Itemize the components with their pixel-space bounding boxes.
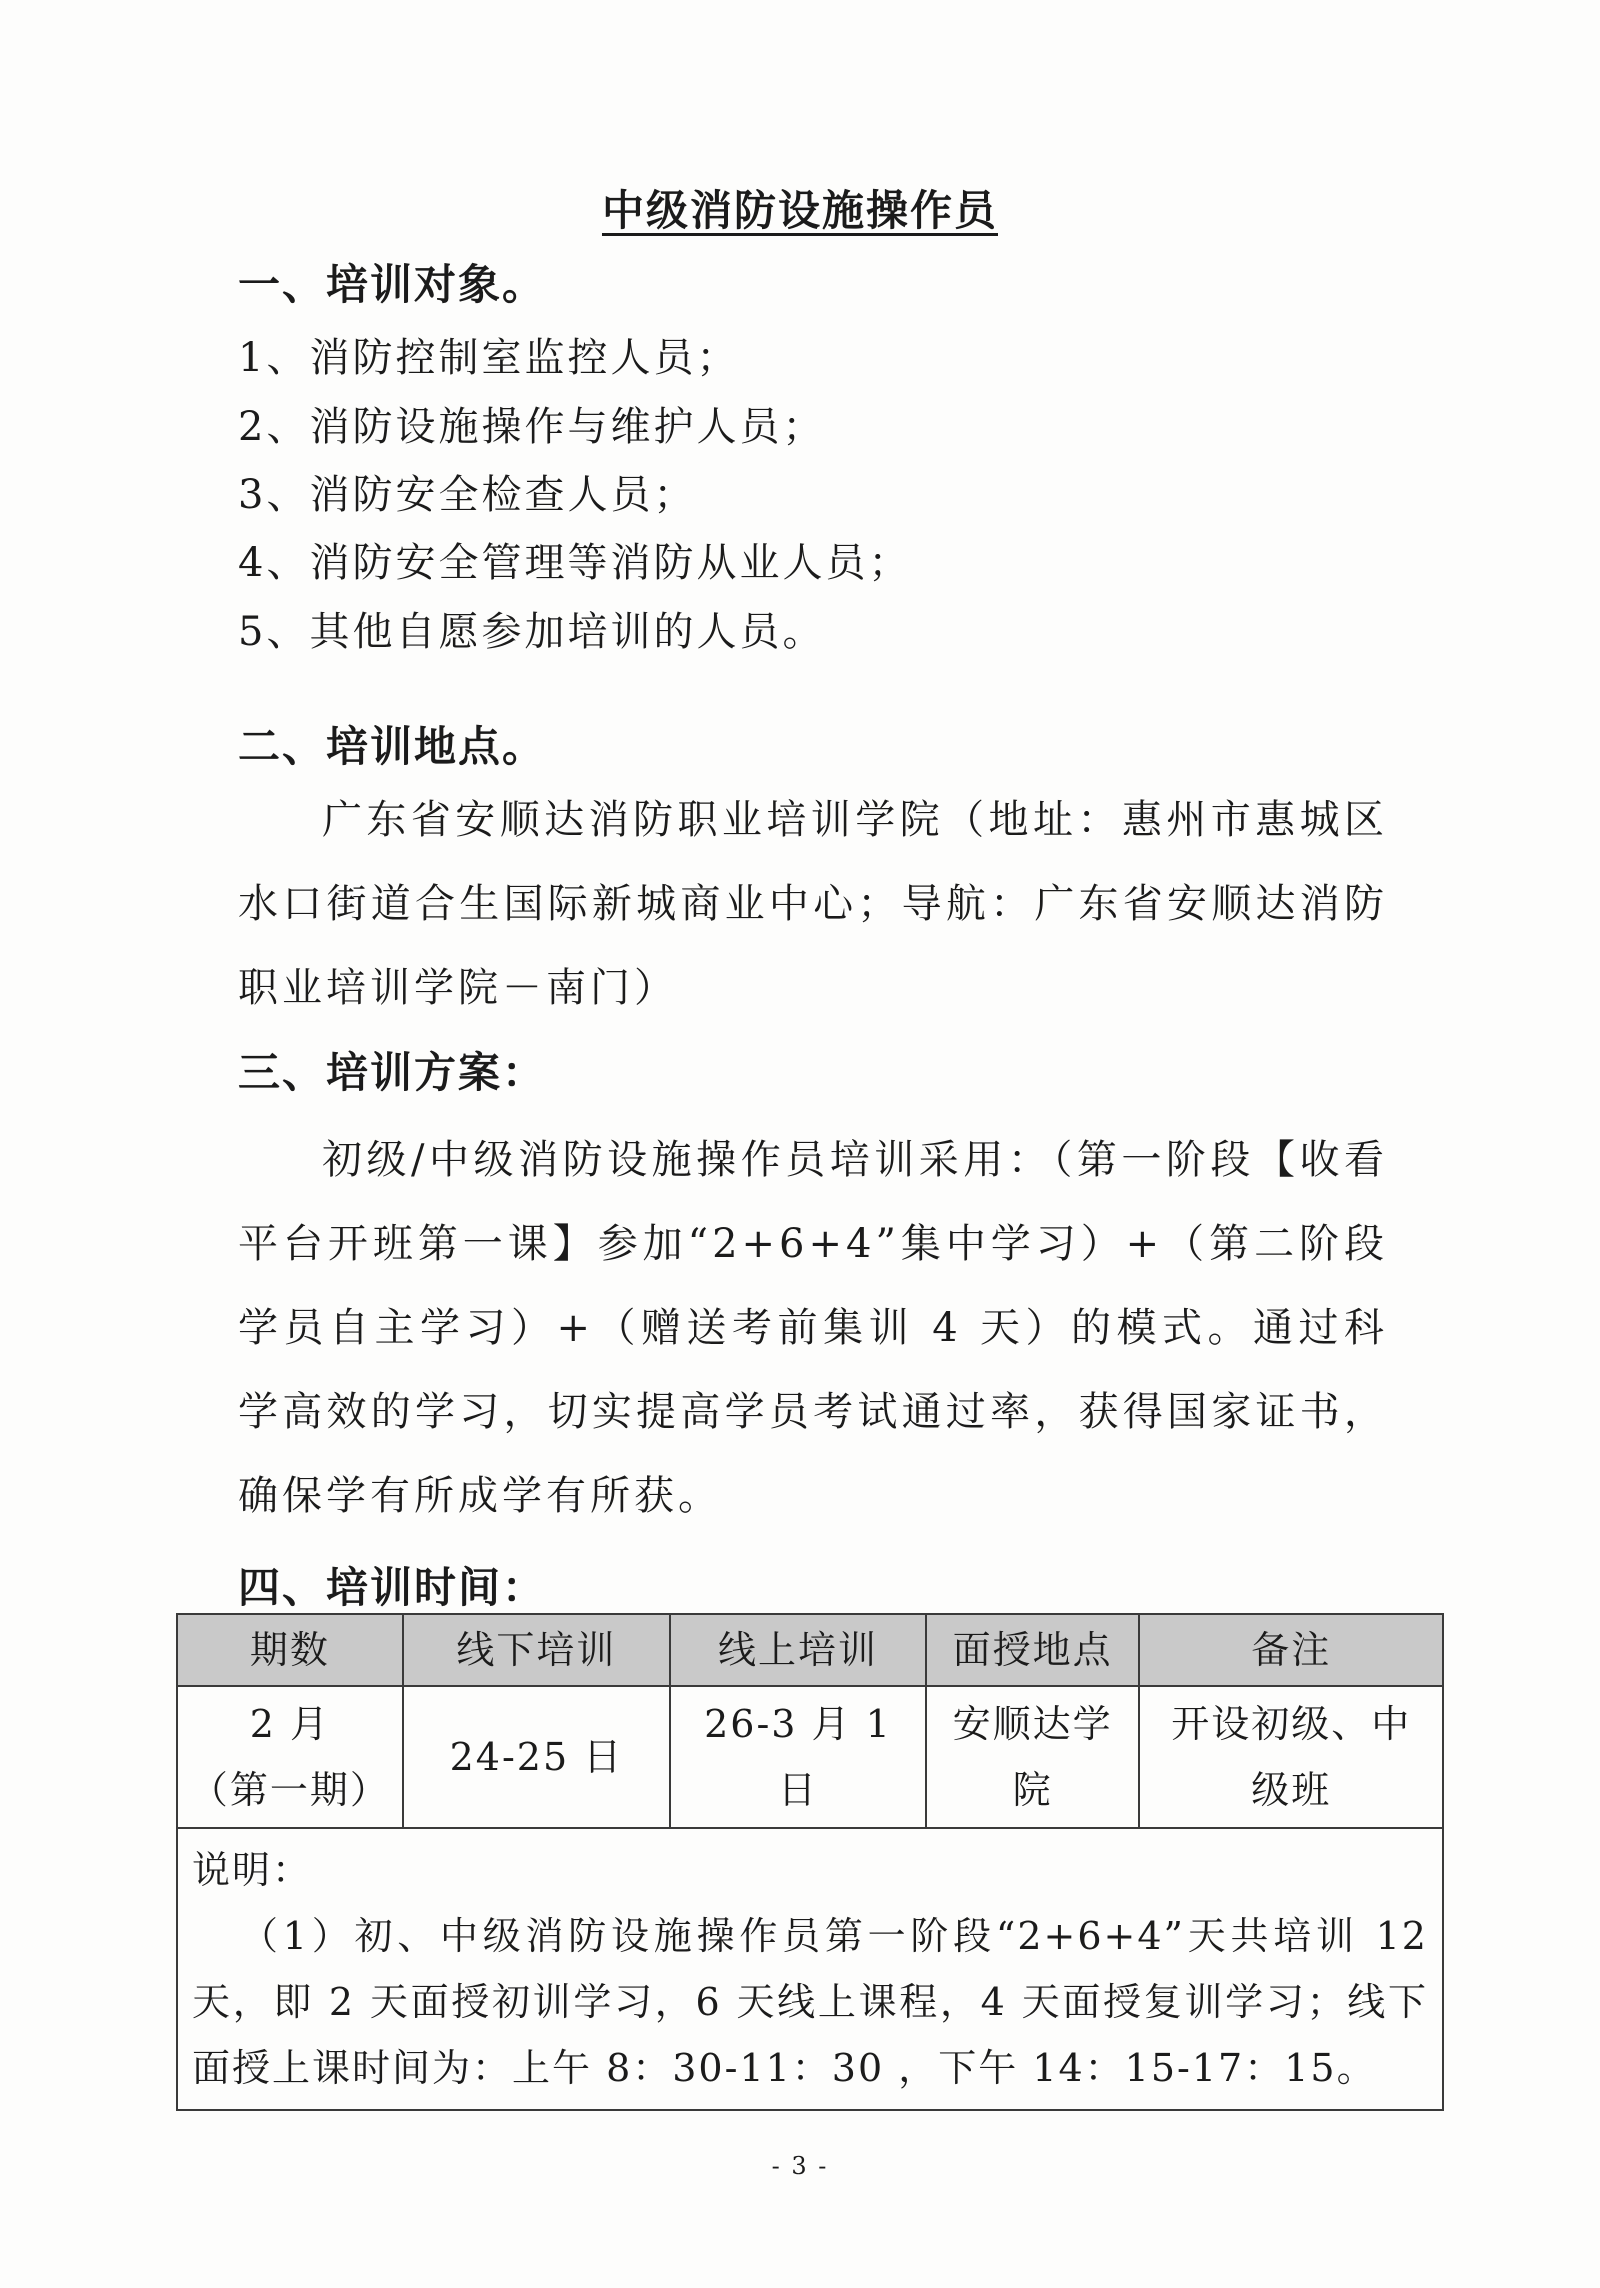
notes-item-1: （1）初、中级消防设施操作员第一阶段“2+6+4”天共培训 12 天，即 2 天面授初训学习，6 天线上课程，4 天面授复训学习；线下面授上课时间为：上午 8：30-11：30 ，下午 14：15-17：15。 [192, 1914, 1428, 2090]
document-title: 中级消防设施操作员 [601, 186, 998, 235]
table-row [177, 1686, 1443, 1828]
column-header-online-training: 线上培训 [670, 1614, 926, 1686]
target-item-4: 4、消防安全管理等消防从业人员； [238, 540, 912, 586]
notes-label: 说明： [192, 1848, 313, 1892]
cell-remark: 开设初级、中级班 [1139, 1686, 1443, 1828]
cell-offline-training: 24-25 日 [403, 1686, 671, 1828]
column-header-remark: 备注 [1139, 1614, 1443, 1686]
training-schedule-table [176, 1613, 1444, 2111]
column-header-location: 面授地点 [926, 1614, 1140, 1686]
cell-period [177, 1686, 403, 1828]
column-header-offline-training: 线下培训 [403, 1614, 671, 1686]
section-heading-training-time: 四、培训时间： [238, 1563, 547, 1612]
section-heading-training-location: 二、培训地点。 [238, 722, 547, 771]
page-number: - 3 - [771, 2152, 829, 2180]
section-heading-training-plan: 三、培训方案： [238, 1048, 547, 1097]
training-plan-text: 初级/中级消防设施操作员培训采用：（第一阶段【收看平台开班第一课】参加“2+6+4”集中学习）+（第二阶段学员自主学习）+（赠送考前集训 4 天）的模式。通过科学高效的学习，切实提高学员考试通过率，获得国家证书，确保学有所成学有所获。 [238, 1137, 1388, 1519]
section-heading-training-targets: 一、培训对象。 [238, 260, 547, 309]
period-session: （第一期） [189, 1768, 390, 1812]
target-item-2: 2、消防设施操作与维护人员； [238, 404, 826, 450]
cell-notes [177, 1828, 1443, 2110]
target-item-5: 5、其他自愿参加培训的人员。 [238, 609, 826, 655]
cell-location: 安顺达学院 [926, 1686, 1140, 1828]
target-item-3: 3、消防安全检查人员； [238, 472, 697, 518]
target-item-1: 1、消防控制室监控人员； [238, 335, 740, 381]
table-notes-row [177, 1828, 1443, 2110]
training-location-text: 广东省安顺达消防职业培训学院（地址：惠州市惠城区水口街道合生国际新城商业中心；导航：广东省安顺达消防职业培训学院－南门） [238, 797, 1388, 1011]
table-header-row [177, 1614, 1443, 1686]
column-header-period: 期数 [177, 1614, 403, 1686]
cell-online-training: 26-3 月 1 日 [670, 1686, 926, 1828]
period-month: 2 月 [249, 1702, 330, 1746]
